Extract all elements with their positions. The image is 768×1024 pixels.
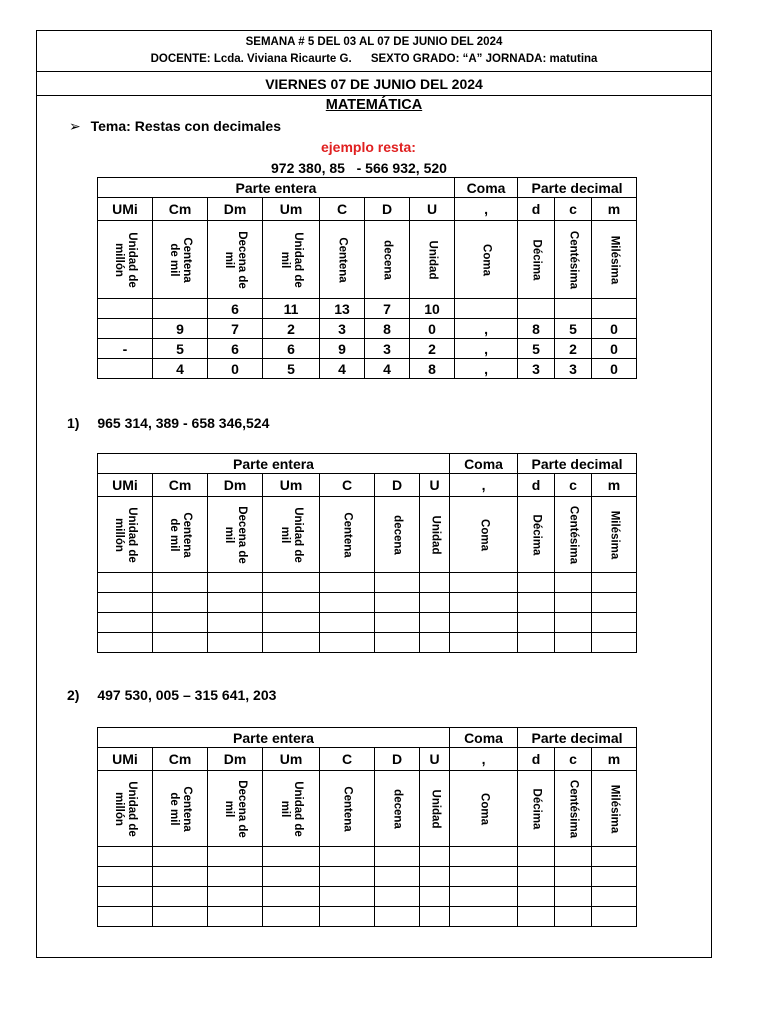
- table-cell: 4: [320, 359, 365, 379]
- table-cell: 9: [153, 319, 208, 339]
- place-name-cell: Unidad de millón: [98, 497, 153, 573]
- answer-cell[interactable]: [555, 907, 592, 927]
- symbol-cell: C: [320, 748, 375, 771]
- answer-cell[interactable]: [375, 907, 420, 927]
- answer-cell[interactable]: [208, 593, 263, 613]
- answer-cell[interactable]: [153, 907, 208, 927]
- place-name-cell: Milésima: [592, 497, 637, 573]
- table-cell: [98, 319, 153, 339]
- teacher-line: DOCENTE: Lcda. Viviana Ricaurte G. SEXTO GRADO: “A” JORNADA: matutina: [150, 53, 598, 65]
- answer-cell[interactable]: [320, 867, 375, 887]
- answer-cell[interactable]: [320, 847, 375, 867]
- symbol-row: [98, 748, 637, 771]
- table-cell: 6: [208, 299, 263, 319]
- exercise-2-place-value-table: [97, 727, 637, 927]
- place-name-cell: Centésima: [555, 497, 592, 573]
- answer-cell[interactable]: [420, 887, 450, 907]
- symbol-cell: D: [375, 748, 420, 771]
- answer-cell[interactable]: [98, 847, 153, 867]
- answer-cell[interactable]: [208, 907, 263, 927]
- answer-cell[interactable]: [153, 867, 208, 887]
- table-cell: 4: [153, 359, 208, 379]
- symbol-cell: C: [320, 198, 365, 221]
- symbol-cell: ,: [450, 474, 518, 497]
- symbol-cell: m: [592, 198, 637, 221]
- answer-cell[interactable]: [153, 847, 208, 867]
- answer-cell[interactable]: [420, 613, 450, 633]
- table-cell: ,: [455, 359, 518, 379]
- answer-cell[interactable]: [420, 593, 450, 613]
- answer-cell[interactable]: [98, 593, 153, 613]
- place-name-cell: Decena de mil: [208, 221, 263, 299]
- table-cell: 0: [208, 359, 263, 379]
- answer-cell[interactable]: [153, 633, 208, 653]
- symbol-cell: UMi: [98, 748, 153, 771]
- answer-cell[interactable]: [555, 847, 592, 867]
- table-cell: 3: [320, 319, 365, 339]
- answer-cell[interactable]: [555, 867, 592, 887]
- place-name-cell: Decena de mil: [208, 771, 263, 847]
- symbol-cell: Dm: [208, 198, 263, 221]
- table-cell: 5: [263, 359, 320, 379]
- symbol-cell: c: [555, 748, 592, 771]
- answer-cell[interactable]: [153, 887, 208, 907]
- table-cell: [455, 299, 518, 319]
- place-name-cell: Centena de mil: [153, 221, 208, 299]
- answer-cell[interactable]: [450, 593, 518, 613]
- answer-cell[interactable]: [518, 867, 555, 887]
- symbol-cell: d: [518, 198, 555, 221]
- answer-cell[interactable]: [208, 573, 263, 593]
- answer-cell[interactable]: [450, 847, 518, 867]
- answer-cell[interactable]: [450, 907, 518, 927]
- table-cell: 0: [410, 319, 455, 339]
- table-cell: 0: [592, 319, 637, 339]
- topic-line: [69, 118, 281, 135]
- answer-cell[interactable]: [375, 593, 420, 613]
- answer-cell[interactable]: [420, 867, 450, 887]
- table-cell: 2: [555, 339, 592, 359]
- table-cell: 7: [365, 299, 410, 319]
- example-title: ejemplo resta:: [321, 139, 416, 155]
- section-coma: Coma: [450, 454, 518, 474]
- symbol-cell: U: [420, 474, 450, 497]
- symbol-cell: D: [375, 474, 420, 497]
- date-heading: VIERNES 07 DE JUNIO DEL 2024: [265, 76, 483, 92]
- section-parte-decimal: Parte decimal: [518, 728, 637, 748]
- table-cell: 3: [365, 339, 410, 359]
- answer-cell[interactable]: [320, 907, 375, 927]
- symbol-cell: Um: [263, 748, 320, 771]
- symbol-row: [98, 474, 637, 497]
- table-cell: 5: [555, 319, 592, 339]
- section-parte-entera: Parte entera: [98, 178, 455, 198]
- answer-cell[interactable]: [320, 887, 375, 907]
- table-cell: [592, 299, 637, 319]
- symbol-cell: Dm: [208, 474, 263, 497]
- place-name-cell: Unidad de mil: [263, 771, 320, 847]
- answer-cell[interactable]: [375, 867, 420, 887]
- answer-row: [98, 847, 637, 867]
- exercise-1-label: [67, 415, 269, 431]
- answer-cell[interactable]: [450, 633, 518, 653]
- table-row: [98, 299, 637, 319]
- answer-cell[interactable]: [518, 593, 555, 613]
- table-cell: 11: [263, 299, 320, 319]
- place-name-cell: Centena: [320, 497, 375, 573]
- table-cell: 5: [518, 339, 555, 359]
- topic-label: Tema: Restas con decimales: [90, 118, 282, 134]
- answer-cell[interactable]: [592, 907, 637, 927]
- place-name-cell: Unidad de mil: [263, 221, 320, 299]
- answer-cell[interactable]: [420, 633, 450, 653]
- table-cell: 6: [263, 339, 320, 359]
- answer-cell[interactable]: [518, 633, 555, 653]
- answer-row: [98, 887, 637, 907]
- symbol-cell: d: [518, 474, 555, 497]
- symbol-cell: m: [592, 748, 637, 771]
- symbol-cell: Cm: [153, 198, 208, 221]
- table-cell: 0: [592, 339, 637, 359]
- symbol-cell: ,: [455, 198, 518, 221]
- example-operation: 972 380, 85 - 566 932, 520: [271, 160, 447, 176]
- place-name-cell: decena: [375, 771, 420, 847]
- answer-cell[interactable]: [98, 573, 153, 593]
- answer-cell[interactable]: [320, 573, 375, 593]
- table-cell: ,: [455, 319, 518, 339]
- example-place-value-table: [97, 177, 637, 379]
- table-cell: 8: [365, 319, 410, 339]
- place-name-cell: Unidad: [410, 221, 455, 299]
- place-name-cell: decena: [365, 221, 410, 299]
- exercise-1-operation: 965 314, 389 - 658 346,524: [97, 415, 270, 431]
- table-cell: ,: [455, 339, 518, 359]
- arrow-bullet-icon: ➢: [69, 118, 81, 134]
- answer-cell[interactable]: [208, 867, 263, 887]
- symbol-cell: U: [410, 198, 455, 221]
- symbol-cell: U: [420, 748, 450, 771]
- exercise-2-label: [67, 687, 276, 703]
- answer-cell[interactable]: [592, 847, 637, 867]
- table-cell: [153, 299, 208, 319]
- place-name-row: [98, 497, 637, 573]
- place-name-cell: Centena: [320, 221, 365, 299]
- answer-cell[interactable]: [208, 847, 263, 867]
- answer-cell[interactable]: [320, 633, 375, 653]
- table-cell: 5: [153, 339, 208, 359]
- place-name-row: [98, 771, 637, 847]
- table-row: [98, 359, 637, 379]
- table-cell: 8: [410, 359, 455, 379]
- place-name-cell: Centésima: [555, 221, 592, 299]
- place-name-cell: Coma: [455, 221, 518, 299]
- place-name-cell: Unidad de millón: [98, 221, 153, 299]
- answer-cell[interactable]: [98, 887, 153, 907]
- section-parte-entera: Parte entera: [98, 454, 450, 474]
- section-coma: Coma: [455, 178, 518, 198]
- place-name-cell: Unidad de millón: [98, 771, 153, 847]
- section-coma: Coma: [450, 728, 518, 748]
- table-cell: 3: [518, 359, 555, 379]
- answer-cell[interactable]: [450, 573, 518, 593]
- place-name-cell: Coma: [450, 771, 518, 847]
- answer-row: [98, 613, 637, 633]
- place-name-cell: Décima: [518, 771, 555, 847]
- place-name-cell: Decena de mil: [208, 497, 263, 573]
- place-name-cell: Unidad: [420, 497, 450, 573]
- answer-cell[interactable]: [592, 887, 637, 907]
- table-cell: [518, 299, 555, 319]
- table-row: [98, 319, 637, 339]
- symbol-cell: c: [555, 474, 592, 497]
- section-parte-entera: Parte entera: [98, 728, 450, 748]
- table-cell: [98, 359, 153, 379]
- exercise-1-place-value-table: [97, 453, 637, 653]
- answer-cell[interactable]: [320, 613, 375, 633]
- table-cell: 8: [518, 319, 555, 339]
- answer-cell[interactable]: [375, 573, 420, 593]
- answer-cell[interactable]: [592, 867, 637, 887]
- place-name-cell: Milésima: [592, 221, 637, 299]
- table-cell: 4: [365, 359, 410, 379]
- answer-row: [98, 907, 637, 927]
- answer-cell[interactable]: [263, 573, 320, 593]
- table-cell: -: [98, 339, 153, 359]
- symbol-cell: d: [518, 748, 555, 771]
- symbol-cell: C: [320, 474, 375, 497]
- table-cell: [555, 299, 592, 319]
- answer-cell[interactable]: [263, 847, 320, 867]
- subject-heading: MATEMÁTICA: [325, 97, 423, 113]
- symbol-cell: c: [555, 198, 592, 221]
- answer-cell[interactable]: [450, 613, 518, 633]
- table-row: [98, 339, 637, 359]
- table-cell: 0: [592, 359, 637, 379]
- answer-cell[interactable]: [320, 593, 375, 613]
- answer-cell[interactable]: [208, 633, 263, 653]
- answer-cell[interactable]: [555, 633, 592, 653]
- place-name-cell: Décima: [518, 497, 555, 573]
- answer-row: [98, 573, 637, 593]
- symbol-cell: Um: [263, 474, 320, 497]
- answer-cell[interactable]: [555, 887, 592, 907]
- answer-cell[interactable]: [263, 613, 320, 633]
- answer-cell[interactable]: [98, 907, 153, 927]
- answer-cell[interactable]: [592, 573, 637, 593]
- answer-cell[interactable]: [518, 887, 555, 907]
- answer-cell[interactable]: [420, 907, 450, 927]
- answer-cell[interactable]: [263, 593, 320, 613]
- answer-cell[interactable]: [592, 613, 637, 633]
- symbol-cell: Cm: [153, 748, 208, 771]
- answer-cell[interactable]: [555, 593, 592, 613]
- table-cell: 2: [263, 319, 320, 339]
- answer-cell[interactable]: [208, 887, 263, 907]
- place-name-cell: decena: [375, 497, 420, 573]
- table-cell: 3: [555, 359, 592, 379]
- answer-cell[interactable]: [420, 573, 450, 593]
- date-divider: [37, 95, 711, 96]
- answer-cell[interactable]: [375, 633, 420, 653]
- header-divider: [37, 71, 711, 72]
- exercise-2-operation: 497 530, 005 – 315 641, 203: [97, 687, 277, 703]
- answer-cell[interactable]: [153, 593, 208, 613]
- section-parte-decimal: Parte decimal: [518, 178, 637, 198]
- answer-cell[interactable]: [450, 887, 518, 907]
- answer-cell[interactable]: [153, 573, 208, 593]
- answer-cell[interactable]: [263, 867, 320, 887]
- answer-cell[interactable]: [518, 907, 555, 927]
- answer-row: [98, 633, 637, 653]
- table-cell: 13: [320, 299, 365, 319]
- symbol-cell: UMi: [98, 198, 153, 221]
- answer-cell[interactable]: [592, 593, 637, 613]
- place-name-cell: Centena: [320, 771, 375, 847]
- place-name-cell: Unidad de mil: [263, 497, 320, 573]
- symbol-row: [98, 198, 637, 221]
- answer-cell[interactable]: [450, 867, 518, 887]
- answer-cell[interactable]: [263, 907, 320, 927]
- answer-cell[interactable]: [555, 573, 592, 593]
- table-cell: 9: [320, 339, 365, 359]
- week-line: SEMANA # 5 DEL 03 AL 07 DE JUNIO DEL 2024: [245, 36, 503, 48]
- answer-cell[interactable]: [153, 613, 208, 633]
- symbol-cell: ,: [450, 748, 518, 771]
- answer-cell[interactable]: [208, 613, 263, 633]
- symbol-cell: m: [592, 474, 637, 497]
- table-cell: [98, 299, 153, 319]
- symbol-cell: D: [365, 198, 410, 221]
- answer-cell[interactable]: [592, 633, 637, 653]
- place-name-row: [98, 221, 637, 299]
- table-cell: 2: [410, 339, 455, 359]
- place-name-cell: Centésima: [555, 771, 592, 847]
- table-cell: 10: [410, 299, 455, 319]
- table-cell: 6: [208, 339, 263, 359]
- symbol-cell: Cm: [153, 474, 208, 497]
- answer-cell[interactable]: [518, 847, 555, 867]
- exercise-1-number: 1): [67, 415, 80, 431]
- answer-cell[interactable]: [375, 847, 420, 867]
- table-cell: 7: [208, 319, 263, 339]
- symbol-cell: Dm: [208, 748, 263, 771]
- answer-cell[interactable]: [375, 613, 420, 633]
- answer-cell[interactable]: [420, 847, 450, 867]
- answer-cell[interactable]: [263, 887, 320, 907]
- answer-cell[interactable]: [555, 613, 592, 633]
- answer-cell[interactable]: [518, 613, 555, 633]
- symbol-cell: UMi: [98, 474, 153, 497]
- answer-cell[interactable]: [98, 613, 153, 633]
- answer-cell[interactable]: [263, 633, 320, 653]
- place-name-cell: Centena de mil: [153, 497, 208, 573]
- section-parte-decimal: Parte decimal: [518, 454, 637, 474]
- answer-cell[interactable]: [375, 887, 420, 907]
- answer-row: [98, 593, 637, 613]
- place-name-cell: Unidad: [420, 771, 450, 847]
- answer-cell[interactable]: [518, 573, 555, 593]
- symbol-cell: Um: [263, 198, 320, 221]
- answer-row: [98, 867, 637, 887]
- place-name-cell: Coma: [450, 497, 518, 573]
- place-name-cell: Milésima: [592, 771, 637, 847]
- exercise-2-number: 2): [67, 687, 80, 703]
- place-name-cell: Décima: [518, 221, 555, 299]
- answer-cell[interactable]: [98, 867, 153, 887]
- place-name-cell: Centena de mil: [153, 771, 208, 847]
- answer-cell[interactable]: [98, 633, 153, 653]
